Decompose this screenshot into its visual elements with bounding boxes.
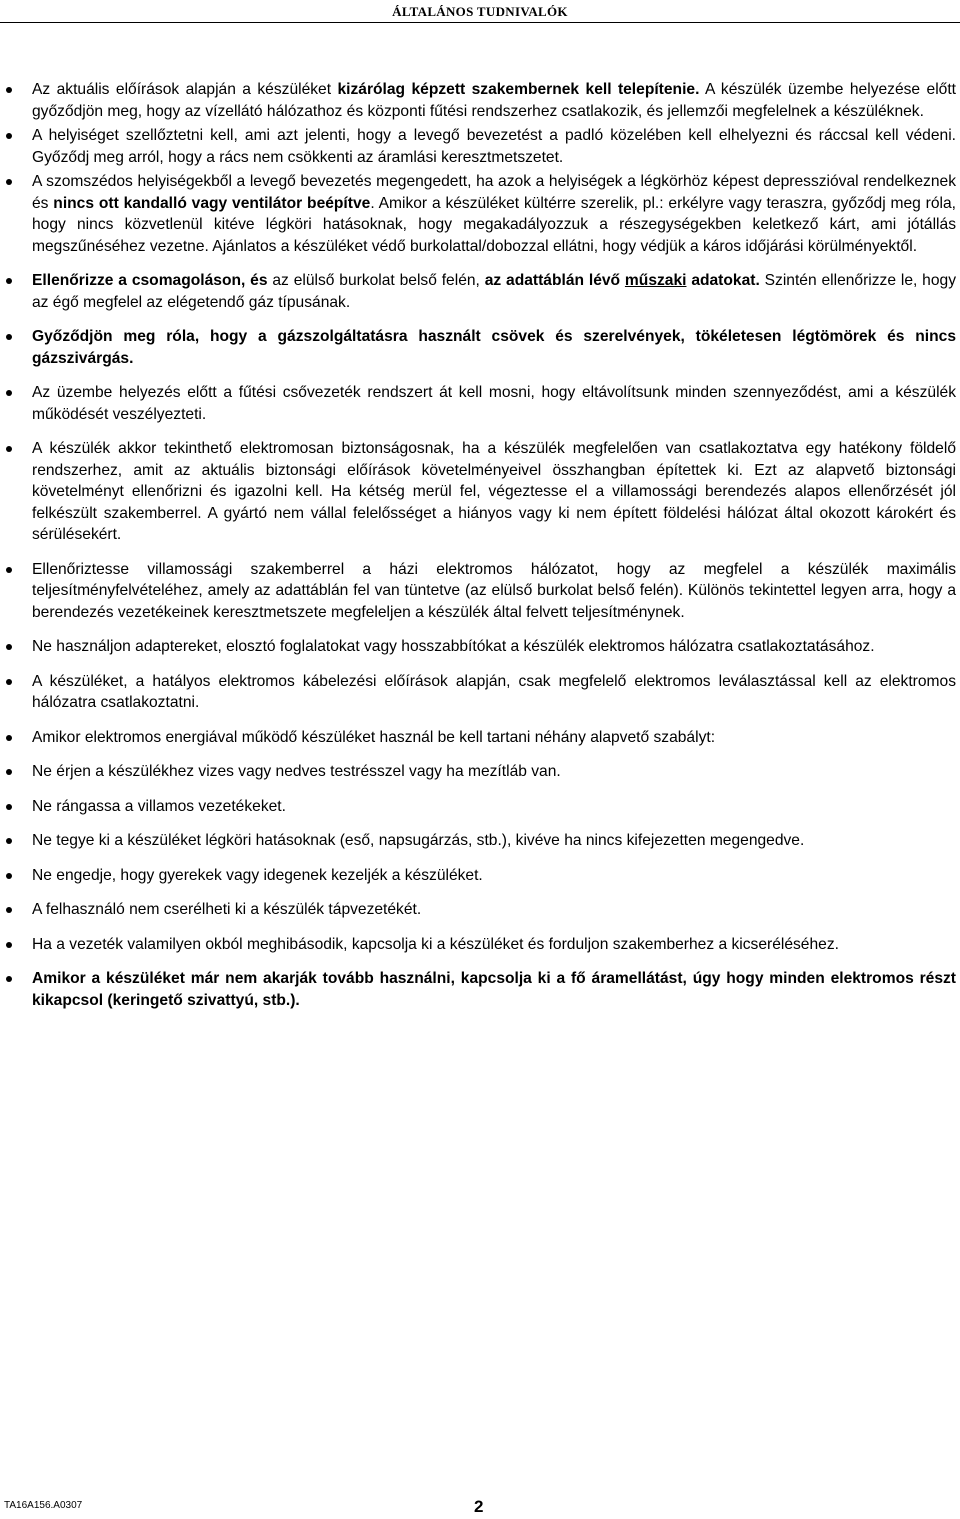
bullet-icon xyxy=(6,769,12,775)
text-segment: Az üzembe helyezés előtt a fűtési csővezeték rendszert át kell mosni, hogy eltávolítsunk minden szennyeződést, ami a készülék működését veszélyezteti. xyxy=(32,384,956,423)
text-segment: Ne tegye ki a készüléket légköri hatásoknak (eső, napsugárzás, stb.), kivéve ha nincs kifejezetten megengedve. xyxy=(32,832,805,849)
list-item xyxy=(0,171,960,257)
header-divider xyxy=(0,22,960,23)
text-segment: A készülék akkor tekinthető elektromosan biztonságosnak, ha a készülék megfelelően van csatlakoztatva egy hatékony földelő rendszerhez, amit az aktuális biztonsági előírások követelményeivel összhangban építettek ki. Ezt az alapvető biztonsági követelményt ellenőrizni és igazolni kell. Ha kétség merül fel, végeztesse el a villamossági berendezés alapos ellenőrzését jól felkészült szakemberrel. A gyártó nem vállal felelősséget a hiányos vagy ki nem épített földelési hálózat által okozott károkért és sérülésekért. xyxy=(32,440,956,543)
safety-instructions-list xyxy=(0,79,960,1011)
page-number: 2 xyxy=(474,1497,484,1516)
list-item xyxy=(0,899,960,921)
list-item xyxy=(0,761,960,783)
text-segment: az elülső burkolat belső felén, xyxy=(267,272,485,289)
list-item xyxy=(0,934,960,956)
bullet-icon xyxy=(6,735,12,741)
text-segment: Ha a vezeték valamilyen okból meghibásodik, kapcsolja ki a készüléket és forduljon szakemberhez a kicseréléséhez. xyxy=(32,935,839,953)
list-item xyxy=(0,382,960,425)
text-segment: Az aktuális előírások alapján a készüléket xyxy=(32,81,338,98)
text-segment: . Amikor a készüléket kültérre szerelik, pl.: erkélyre vagy teraszra, győződj meg róla, hogy nincs közvetlenül kitéve légköri hatásoknak, hogy megakadályozzuk a részegységekben keletkező kárt, ami jótállás megszűnéséhez vezetne. Ajánlatos a készüléket védő burkolattal/dobozzal ellátni, hogy védjük a káros időjárási körülményektől. xyxy=(32,194,956,255)
text-segment: Amikor elektromos energiával működő készüléket használ be kell tartani néhány alapvető szabályt: xyxy=(32,728,716,746)
page-header-title: ÁLTALÁNOS TUDNIVALÓK xyxy=(392,4,568,19)
text-segment: Ne érjen a készülékhez vizes vagy nedves testrésszel vagy ha mezítláb van. xyxy=(32,763,561,780)
text-segment: adatokat. xyxy=(686,272,760,289)
text-segment: Ellenőriztesse villamossági szakemberrel a házi elektromos hálózatot, hogy az megfelel a készülék maximális teljesítményfelvételéhez, amely az adattáblán fel van tüntetve (az elülső burkolat belső felén). Különös tekintettel legyen arra, hogy a berendezés vezetékeinek keresztmetszete megfeleljen a készülék által felvett teljesítménynek. xyxy=(32,560,956,621)
text-segment: Győződjön meg róla, hogy a gázszolgáltatásra használt csövek és szerelvények, tökéletesen légtömörek és nincs gázszivárgás. xyxy=(32,328,956,367)
text-segment: nincs ott kandalló vagy ventilátor beépítve xyxy=(53,194,371,212)
bullet-icon xyxy=(6,838,12,844)
bullet-icon xyxy=(6,87,12,93)
bullet-icon xyxy=(6,907,12,913)
bullet-icon xyxy=(6,390,12,396)
list-item xyxy=(0,636,960,658)
list-item xyxy=(0,438,960,546)
text-segment: Ne engedje, hogy gyerekek vagy idegenek kezeljék a készüléket. xyxy=(32,866,483,884)
bullet-icon xyxy=(6,567,12,573)
list-item xyxy=(0,671,960,714)
text-segment: Ne használjon adaptereket, elosztó foglalatokat vagy hosszabbítókat a készülék elektromos hálózatra csatlakoztatásához. xyxy=(32,638,875,655)
bullet-icon xyxy=(6,976,12,982)
bullet-icon xyxy=(6,278,12,284)
text-segment: műszaki xyxy=(624,272,687,289)
list-item xyxy=(0,968,960,1011)
document-body xyxy=(0,79,960,1011)
bullet-icon xyxy=(6,873,12,879)
text-segment: A felhasználó nem cserélheti ki a készülék tápvezetékét. xyxy=(32,901,422,918)
text-segment: az adattáblán lévő xyxy=(484,272,625,289)
list-item xyxy=(0,79,960,122)
list-item xyxy=(0,796,960,818)
bullet-icon xyxy=(6,942,12,948)
bullet-icon xyxy=(6,644,12,650)
list-item xyxy=(0,270,960,313)
list-item xyxy=(0,559,960,624)
bullet-icon xyxy=(6,446,12,452)
list-item xyxy=(0,830,960,852)
text-segment: Ellenőrizze a csomagoláson, és xyxy=(32,272,268,289)
text-segment: kizárólag képzett szakembernek kell telepítenie. xyxy=(337,81,700,98)
bullet-icon xyxy=(6,679,12,685)
text-segment: A szomszédos helyiségekből a levegő bevezetés megengedett, ha azok a helyiségek a légkörhöz képest depresszióval rendelkeznek és xyxy=(32,173,956,212)
bullet-icon xyxy=(6,334,12,340)
list-item xyxy=(0,326,960,369)
text-segment: Amikor a készüléket már nem akarják tovább használni, kapcsolja ki a fő áramellátást, úgy hogy minden elektromos részt kikapcsol (keringető szivattyú, stb.). xyxy=(32,970,956,1009)
list-item xyxy=(0,865,960,887)
bullet-icon xyxy=(6,179,12,185)
bullet-icon xyxy=(6,133,12,139)
text-segment: A helyiséget szellőztetni kell, ami azt jelenti, hogy a levegő bevezetést a padló közelében kell elhelyezni és ráccsal kell védeni. Győződj meg arról, hogy a rács nem csökkenti az áramlási keresztmetszetet. xyxy=(32,127,956,166)
list-item xyxy=(0,125,960,168)
text-segment: Szintén ellenőrizze le, hogy az égő megfelel az elégetendő gáz típusának. xyxy=(32,272,956,311)
bullet-icon xyxy=(6,804,12,810)
list-item xyxy=(0,727,960,749)
text-segment: A készülék üzembe helyezése előtt győződjön meg, hogy az vízellátó hálózathoz és központi fűtési rendszerhez csatlakozik, és jellemzői megfelelnek a készüléknek. xyxy=(32,81,956,120)
document-code: TA16A156.A0307 xyxy=(4,1500,83,1511)
text-segment: A készüléket, a hatályos elektromos kábelezési előírások alapján, csak megfelelő elektromos leválasztással kell az elektromos hálózatra csatlakoztatni. xyxy=(32,672,956,711)
text-segment: Ne rángassa a villamos vezetékeket. xyxy=(32,797,286,815)
